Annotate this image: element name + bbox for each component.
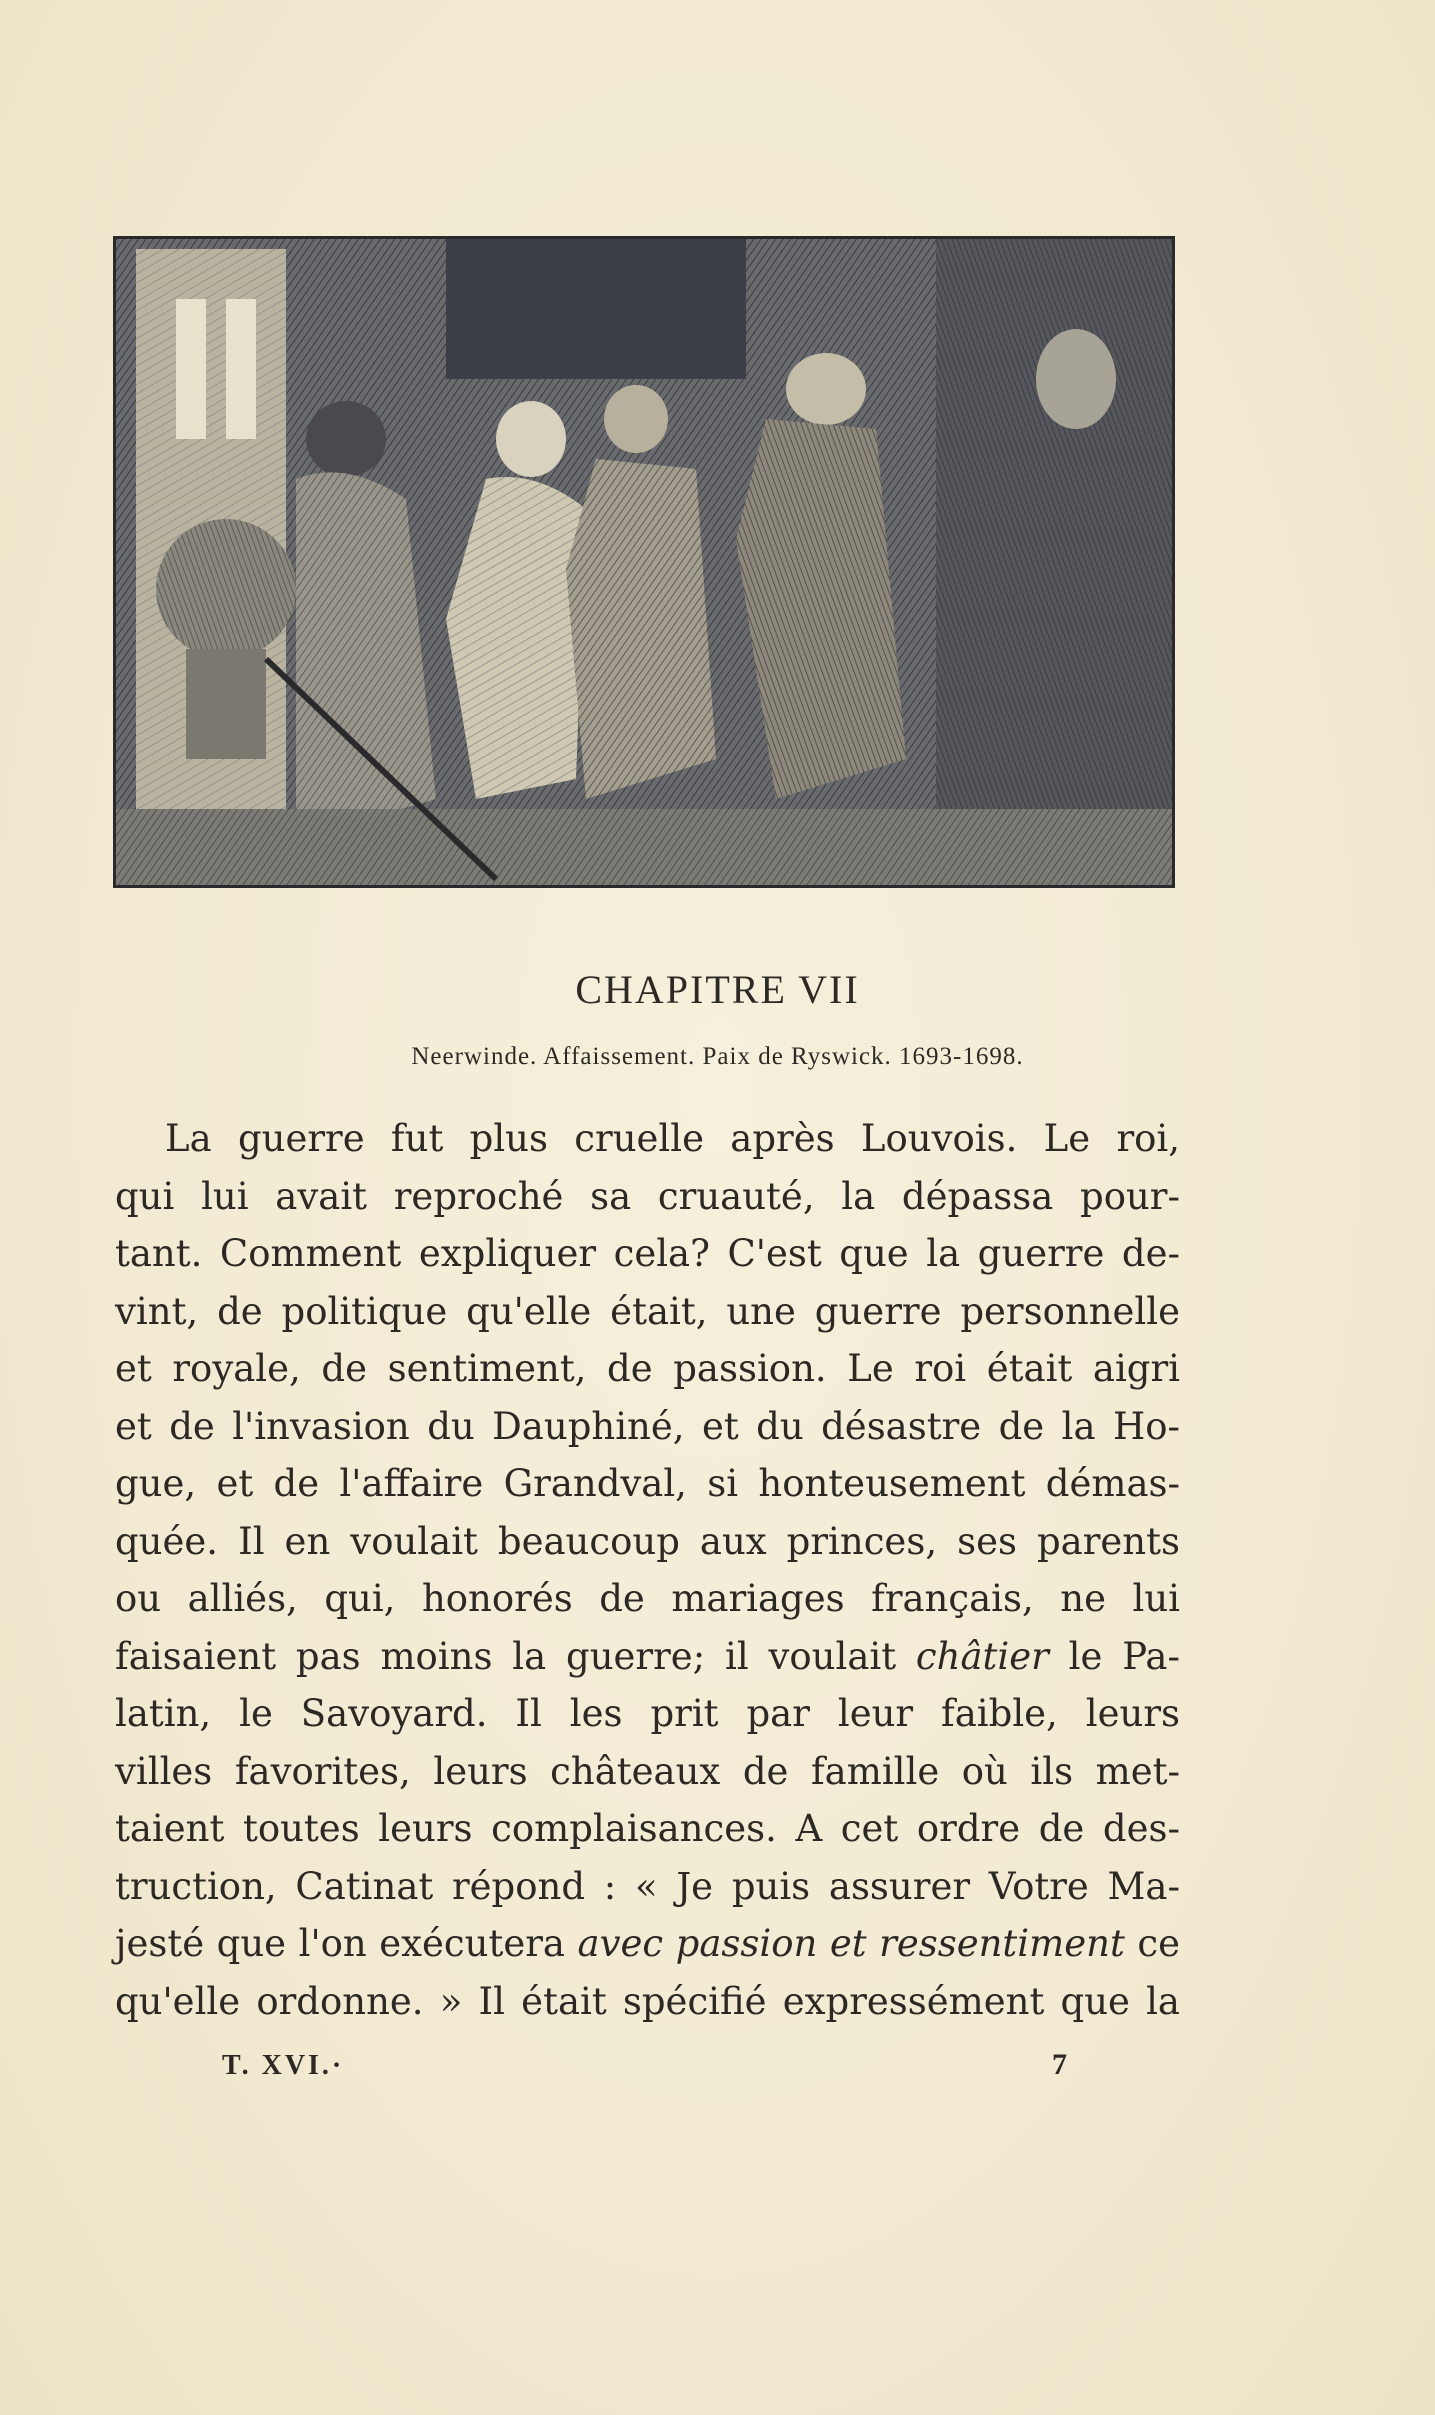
text-segment: faisaient pas moins la guerre; il voulait <box>115 1634 916 1678</box>
text-segment: le Pa- <box>1048 1634 1180 1678</box>
page-number: 7 <box>1052 2048 1067 2081</box>
text-line: La guerre fut plus cruelle après Louvois. Le roi, <box>165 1117 1180 1160</box>
text-line: villes favorites, leurs châteaux de famille où ils met- <box>115 1749 1180 1793</box>
text-line: vint, de politique qu'elle était, une guerre personnelle <box>115 1289 1180 1333</box>
text-segment: jesté que l'on exécutera <box>115 1922 578 1965</box>
text-line: truction, Catinat répond : « Je puis assurer Votre Ma- <box>115 1864 1180 1908</box>
text-line-with-italic <box>115 1915 1180 1973</box>
text-segment: ce <box>1124 1922 1180 1965</box>
body-text <box>115 1110 1180 2030</box>
text-line: qu'elle ordonne. » Il était spécifié expressément que la <box>115 1979 1180 2023</box>
text-line-with-italic <box>115 1628 1180 1686</box>
text-line: gue, et de l'affaire Grandval, si honteusement démas- <box>115 1462 1180 1505</box>
chapter-summary: Neerwinde. Affaissement. Paix de Ryswick. 1693-1698. <box>411 1043 1024 1070</box>
text-line: quée. Il en voulait beaucoup aux princes, ses parents <box>115 1519 1180 1563</box>
volume-signature: T. XVI.· <box>222 2050 345 2081</box>
chapter-title: CHAPITRE VII <box>575 967 860 1012</box>
engraving-illustration <box>113 236 1175 888</box>
text-line: ou alliés, qui, honorés de mariages français, ne lui <box>115 1577 1180 1620</box>
text-line: taient toutes leurs complaisances. A cet ordre de des- <box>115 1807 1180 1850</box>
text-line: qui lui avait reproché sa cruauté, la dépassa pour- <box>115 1174 1180 1218</box>
italic-word: châtier <box>915 1634 1049 1678</box>
text-line: et de l'invasion du Dauphiné, et du désastre de la Ho- <box>115 1404 1180 1448</box>
text-line: tant. Comment expliquer cela? C'est que la guerre de- <box>115 1232 1180 1275</box>
text-line: et royale, de sentiment, de passion. Le roi était aigri <box>115 1347 1180 1390</box>
text-line: latin, le Savoyard. Il les prit par leur faible, leurs <box>115 1692 1180 1735</box>
italic-phrase: avec passion et ressentiment <box>577 1922 1125 1965</box>
engraving-icon <box>116 239 1172 885</box>
